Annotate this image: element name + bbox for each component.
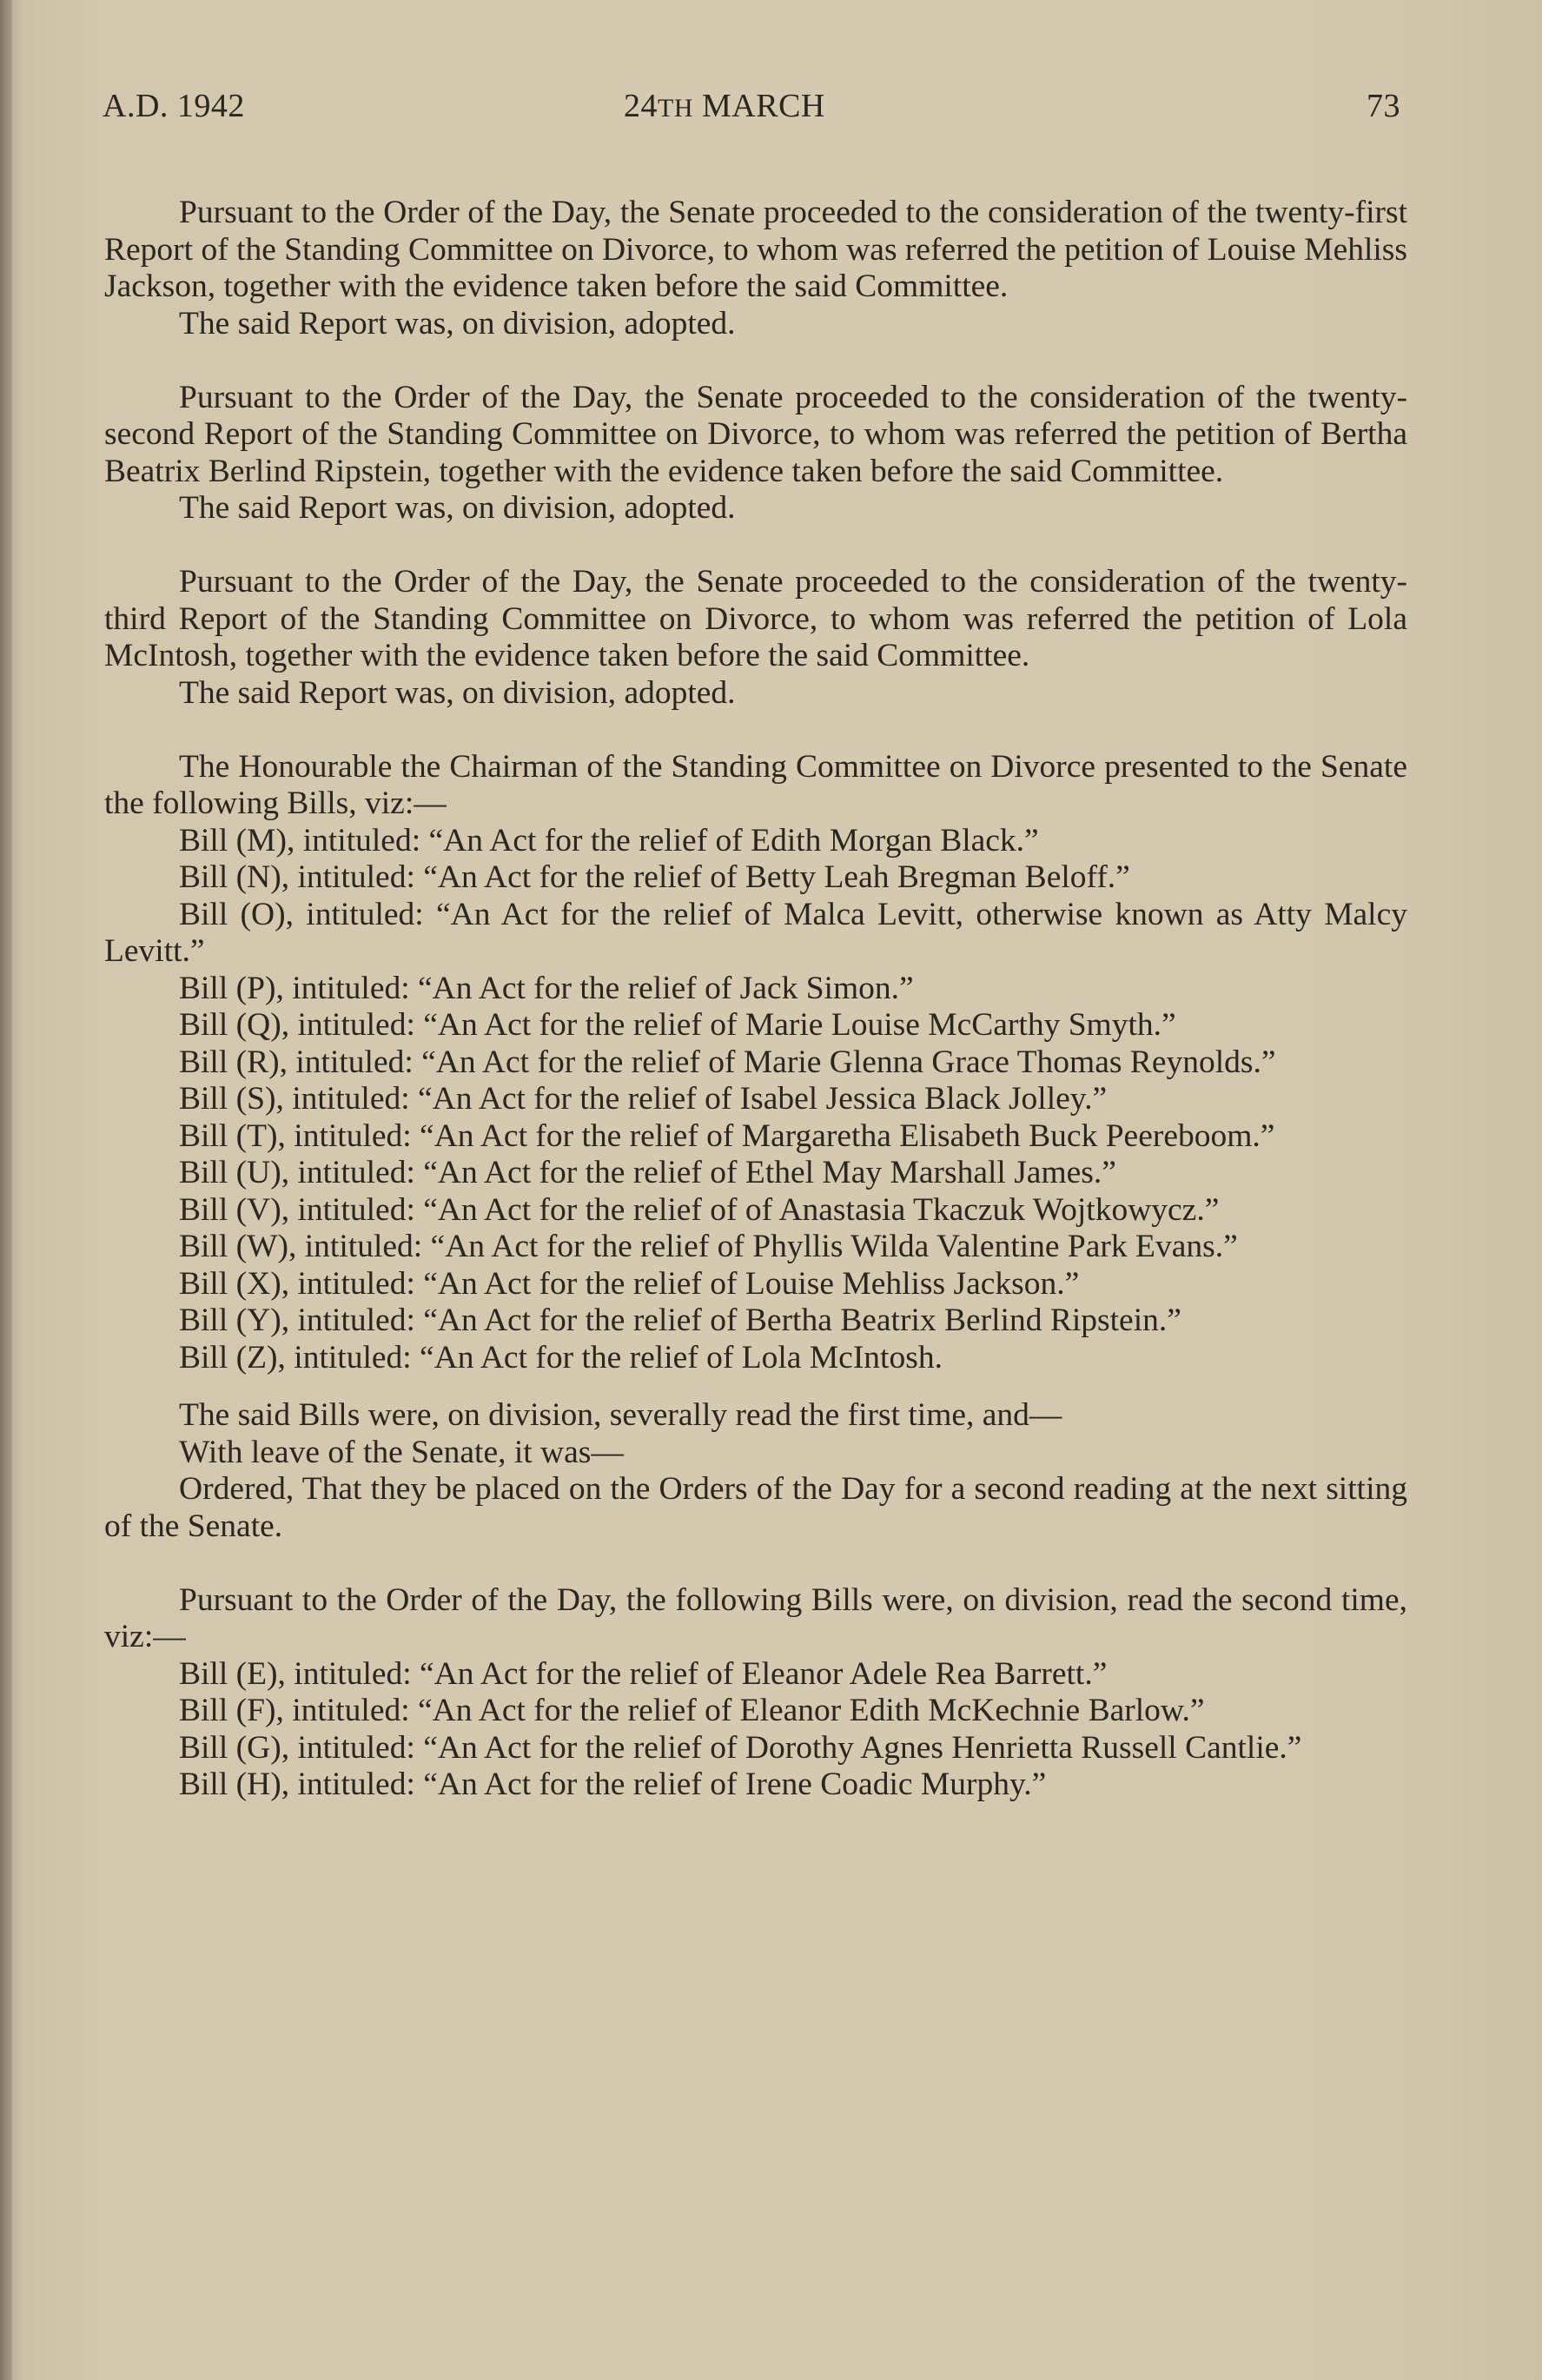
bills-presented-intro: The Honourable the Chairman of the Standing Committee on Divorce presented to the Senate the following Bills, viz:— <box>104 748 1407 821</box>
bill-item: Bill (T), intituled: “An Act for the relief of Margaretha Elisabeth Buck Peereboom.” <box>179 1117 1275 1154</box>
report-23-paragraph: Pursuant to the Order of the Day, the Senate proceeded to the consideration of the twenty-third Report of the Standing Committee on Divorce, to whom was referred the petition of Lola McIntosh, together with the evidence taken before the said Committee. <box>104 564 1407 673</box>
bill-item: Bill (O), intituled: “An Act for the relief of Malca Levitt, otherwise known as Atty Malcy Levitt.” <box>104 896 1407 969</box>
bills-presented-list <box>104 823 1407 1377</box>
header-day-suffix: TH <box>658 94 693 123</box>
spacer <box>104 342 1407 380</box>
bill-item: Bill (N), intituled: “An Act for the relief of Betty Leah Bregman Beloff.” <box>179 859 1130 895</box>
bill-item: Bill (Z), intituled: “An Act for the relief of Lola McIntosh. <box>179 1339 943 1376</box>
leave-line: With leave of the Senate, it was— <box>179 1434 624 1470</box>
spacer <box>104 1376 1407 1397</box>
header-date <box>624 87 825 125</box>
report-22-paragraph: Pursuant to the Order of the Day, the Senate proceeded to the consideration of the twenty-second Report of the Standing Committee on Divorce, to whom was referred the petition of Bertha Beatrix Berlind Ripstein, together with the evidence taken before the said Committee. <box>104 379 1407 489</box>
bill-item: Bill (Y), intituled: “An Act for the relief of Bertha Beatrix Berlind Ripstein.” <box>179 1303 1181 1338</box>
running-header <box>103 87 1400 130</box>
bill-item: Bill (W), intituled: “An Act for the relief of Phyllis Wilda Valentine Park Evans.” <box>179 1229 1238 1264</box>
spacer <box>104 527 1407 565</box>
report-21-adopted: The said Report was, on division, adopted. <box>179 305 736 341</box>
first-reading-line: The said Bills were, on division, severally read the first time, and— <box>179 1397 1062 1433</box>
header-month: MARCH <box>702 88 825 124</box>
report-23-adopted: The said Report was, on division, adopted. <box>179 674 736 711</box>
report-21-paragraph: Pursuant to the Order of the Day, the Senate proceeded to the consideration of the twenty-first Report of the Standing Committee on Divorce, to whom was referred the petition of Louise Mehliss Jackson, together with the evidence taken before the said Committee. <box>104 195 1407 304</box>
bill-item: Bill (P), intituled: “An Act for the relief of Jack Simon.” <box>179 970 914 1006</box>
spacer <box>104 1545 1407 1582</box>
spacer <box>104 712 1407 749</box>
bill-item: Bill (S), intituled: “An Act for the relief of Isabel Jessica Black Jolley.” <box>179 1081 1108 1117</box>
ordered-line: Ordered, That they be placed on the Orders of the Day for a second reading at the next sitting of the Senate. <box>104 1471 1407 1544</box>
page-number: 73 <box>1367 88 1400 124</box>
bill-item: Bill (H), intituled: “An Act for the relief of Irene Coadic Murphy.” <box>179 1767 1047 1802</box>
bill-item: Bill (V), intituled: “An Act for the relief of of Anastasia Tkaczuk Wojtkowycz.” <box>179 1191 1220 1228</box>
bill-item: Bill (F), intituled: “An Act for the relief of Eleanor Edith McKechnie Barlow.” <box>179 1693 1205 1728</box>
bill-item: Bill (G), intituled: “An Act for the relief of Dorothy Agnes Henrietta Russell Cantlie.” <box>179 1729 1302 1766</box>
bill-item: Bill (Q), intituled: “An Act for the relief of Marie Louise McCarthy Smyth.” <box>179 1007 1176 1043</box>
bill-item: Bill (R), intituled: “An Act for the relief of Marie Glenna Grace Thomas Reynolds.” <box>179 1044 1276 1080</box>
second-reading-intro: Pursuant to the Order of the Day, the following Bills were, on division, read the second time, viz:— <box>104 1581 1407 1654</box>
page-binding-edge <box>0 0 12 2380</box>
bill-item: Bill (M), intituled: “An Act for the relief of Edith Morgan Black.” <box>179 822 1039 859</box>
bills-second-reading-list <box>104 1656 1407 1804</box>
bill-item: Bill (E), intituled: “An Act for the relief of Eleanor Adele Rea Barrett.” <box>179 1655 1108 1692</box>
journal-body <box>104 195 1407 1804</box>
report-22-adopted: The said Report was, on division, adopted. <box>179 490 736 526</box>
bill-item: Bill (X), intituled: “An Act for the relief of Louise Mehliss Jackson.” <box>179 1265 1080 1302</box>
header-day: 24 <box>624 88 658 124</box>
header-year: A.D. 1942 <box>103 88 245 124</box>
bill-item: Bill (U), intituled: “An Act for the relief of Ethel May Marshall James.” <box>179 1155 1116 1190</box>
